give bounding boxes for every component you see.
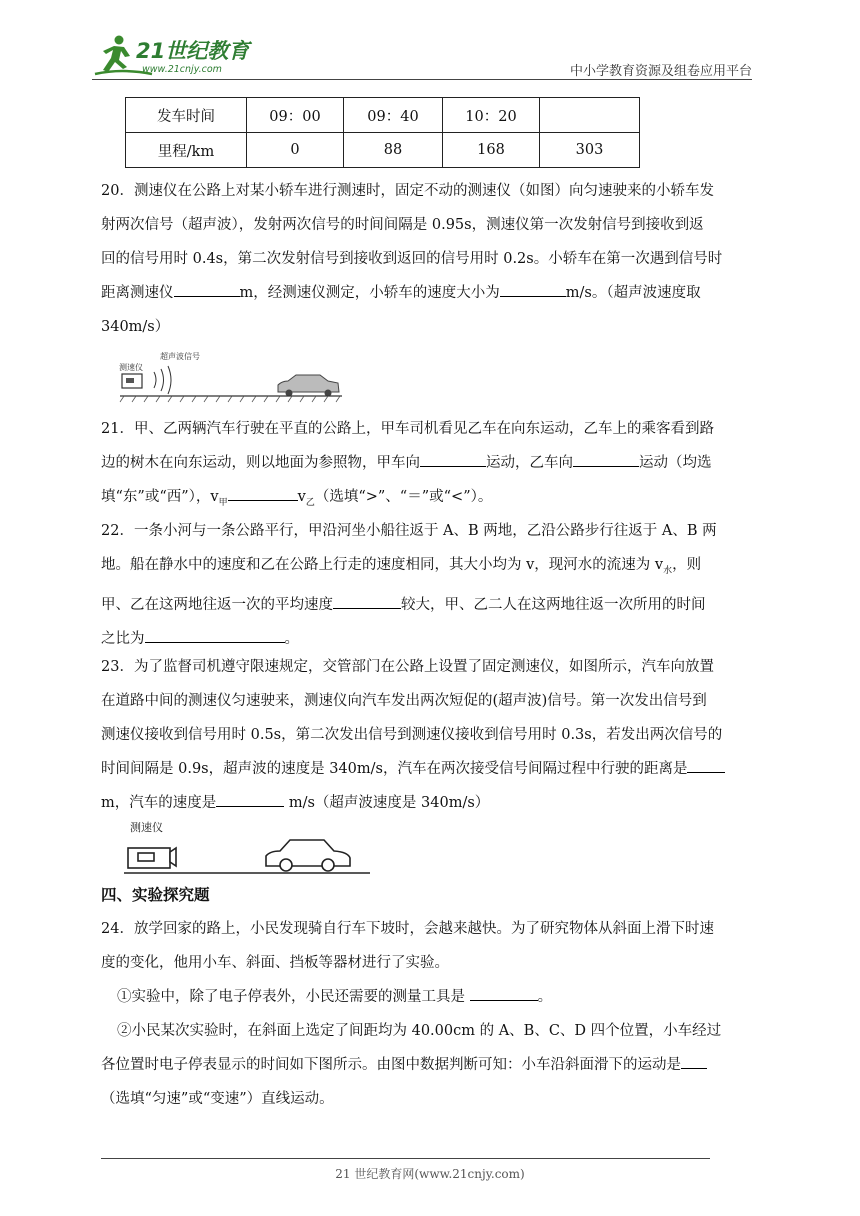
table-cell: 168 bbox=[443, 133, 540, 168]
speed-camera-figure bbox=[120, 818, 374, 880]
answer-blank[interactable] bbox=[681, 1054, 707, 1069]
speed-camera-icon bbox=[128, 848, 176, 868]
footer-divider bbox=[101, 1158, 710, 1159]
text-line: 21．甲、乙两辆汽车行驶在平直的公路上，甲车司机看见乙车在向东运动，乙车上的乘客看到路 bbox=[101, 421, 714, 437]
answer-blank[interactable] bbox=[500, 282, 566, 297]
text-line: 时间间隔是 0.9s，超声波的速度是 340m/s，汽车在两次接受信号间隔过程中行驶的距离是 bbox=[101, 752, 761, 786]
answer-blank[interactable] bbox=[420, 452, 486, 467]
text-line: 甲、乙在这两地往返一次的平均速度 较大，甲、乙二人在这两地往返一次所用的时间 bbox=[101, 588, 761, 622]
table-row bbox=[126, 133, 640, 168]
question-20 bbox=[101, 174, 761, 344]
section-heading: 四、实验探究题 bbox=[101, 886, 210, 904]
header-divider bbox=[92, 79, 752, 80]
text-line: 射两次信号（超声波），发射两次信号的时间间隔是 0.95s，测速仪第一次发射信号到接收到返 bbox=[101, 217, 704, 233]
table-cell: 里程/km bbox=[126, 133, 247, 168]
speed-gun-figure bbox=[112, 348, 348, 404]
svg-text:测速仪: 测速仪 bbox=[119, 363, 143, 372]
text-line: 22．一条小河与一条公路平行，甲沿河坐小船往返于 A、B 两地，乙沿公路步行往返于 A、B 两 bbox=[101, 523, 717, 539]
svg-text:21世纪教育: 21世纪教育 bbox=[136, 39, 250, 63]
question-22 bbox=[101, 514, 761, 656]
text-line: m，汽车的速度是 m/s（超声波速度是 340m/s） bbox=[101, 786, 761, 820]
text-line: ②小民某次实验时，在斜面上选定了间距均为 40.00cm 的 A、B、C、D 四个位置，小车经过 bbox=[117, 1023, 722, 1039]
table-cell: 88 bbox=[344, 133, 443, 168]
question-23 bbox=[101, 650, 761, 820]
answer-blank[interactable] bbox=[470, 986, 538, 1001]
text-line: 之比为 。 bbox=[101, 622, 761, 656]
footer-text: 21 世纪教育网(www.21cnjy.com) bbox=[335, 1167, 525, 1181]
car-icon bbox=[278, 375, 339, 397]
text-line: 测速仪接收到信号用时 0.5s，第二次发出信号到测速仪接收到信号用时 0.3s，若发出两次信号的 bbox=[101, 727, 723, 743]
text-line: 24．放学回家的路上，小民发现骑自行车下坡时，会越来越快。为了研究物体从斜面上滑下时速 bbox=[101, 921, 714, 937]
table-cell: 09：40 bbox=[344, 98, 443, 133]
svg-text:测速仪: 测速仪 bbox=[130, 821, 163, 834]
text-line: 距离测速仪 m，经测速仪测定，小轿车的速度大小为 m/s。（超声波速度取 bbox=[101, 276, 761, 310]
table-cell: 发车时间 bbox=[126, 98, 247, 133]
text-line: （选填“匀速”或“变速”）直线运动。 bbox=[101, 1091, 334, 1107]
text-line: 各位置时电子停表显示的时间如下图所示。由图中数据判断可知：小车沿斜面滑下的运动是 bbox=[101, 1048, 761, 1082]
car-icon bbox=[266, 840, 350, 871]
table-cell bbox=[540, 98, 640, 133]
platform-name: 中小学教育资源及组卷应用平台 bbox=[569, 64, 752, 79]
question-24 bbox=[101, 912, 761, 1116]
text-line: 边的树木在向东运动，则以地面为参照物，甲车向 运动，乙车向 运动（均选 bbox=[101, 446, 761, 480]
timetable bbox=[125, 97, 640, 168]
answer-blank[interactable] bbox=[216, 792, 284, 807]
answer-blank[interactable] bbox=[333, 594, 401, 609]
text-line: 在道路中间的测速仪匀速驶来，测速仪向汽车发出两次短促的(超声波)信号。第一次发出信号到 bbox=[101, 693, 707, 709]
svg-text:超声波信号: 超声波信号 bbox=[160, 352, 200, 361]
answer-blank[interactable] bbox=[228, 486, 298, 501]
table-cell: 303 bbox=[540, 133, 640, 168]
text-line: 度的变化，他用小车、斜面、挡板等器材进行了实验。 bbox=[101, 955, 449, 971]
answer-blank[interactable] bbox=[573, 452, 639, 467]
text-line: ①实验中，除了电子停表外，小民还需要的测量工具是 。 bbox=[101, 980, 761, 1014]
answer-blank[interactable] bbox=[145, 628, 285, 643]
text-line: 340m/s） bbox=[101, 319, 170, 335]
text-line: 地。船在静水中的速度和乙在公路上行走的速度相同，其大小均为 v，现河水的流速为 $v_水$，则 bbox=[101, 557, 702, 576]
text-line: 填“东”或“西”），$v_甲$ $v_乙$（选填“>”、“＝”或“<”）。 bbox=[101, 480, 761, 520]
table-cell: 09：00 bbox=[247, 98, 344, 133]
text-line: 回的信号用时 0.4s，第二次发射信号到接收到返回的信号用时 0.2s。小轿车在第一次遇到信号时 bbox=[101, 251, 723, 267]
question-21 bbox=[101, 412, 761, 520]
table-cell: 0 bbox=[247, 133, 344, 168]
signal-waves-icon bbox=[154, 366, 171, 394]
table-row bbox=[126, 98, 640, 133]
svg-text:www.21cnjy.com: www.21cnjy.com bbox=[142, 64, 222, 75]
text-line: 20．测速仪在公路上对某小轿车进行测速时，固定不动的测速仪（如图）向匀速驶来的小轿车发 bbox=[101, 183, 714, 199]
text-line: 23．为了监督司机遵守限速规定，交管部门在公路上设置了固定测速仪，如图所示，汽车向放置 bbox=[101, 659, 714, 675]
answer-blank[interactable] bbox=[687, 758, 725, 773]
site-logo bbox=[92, 34, 262, 80]
table-cell: 10：20 bbox=[443, 98, 540, 133]
answer-blank[interactable] bbox=[174, 282, 240, 297]
